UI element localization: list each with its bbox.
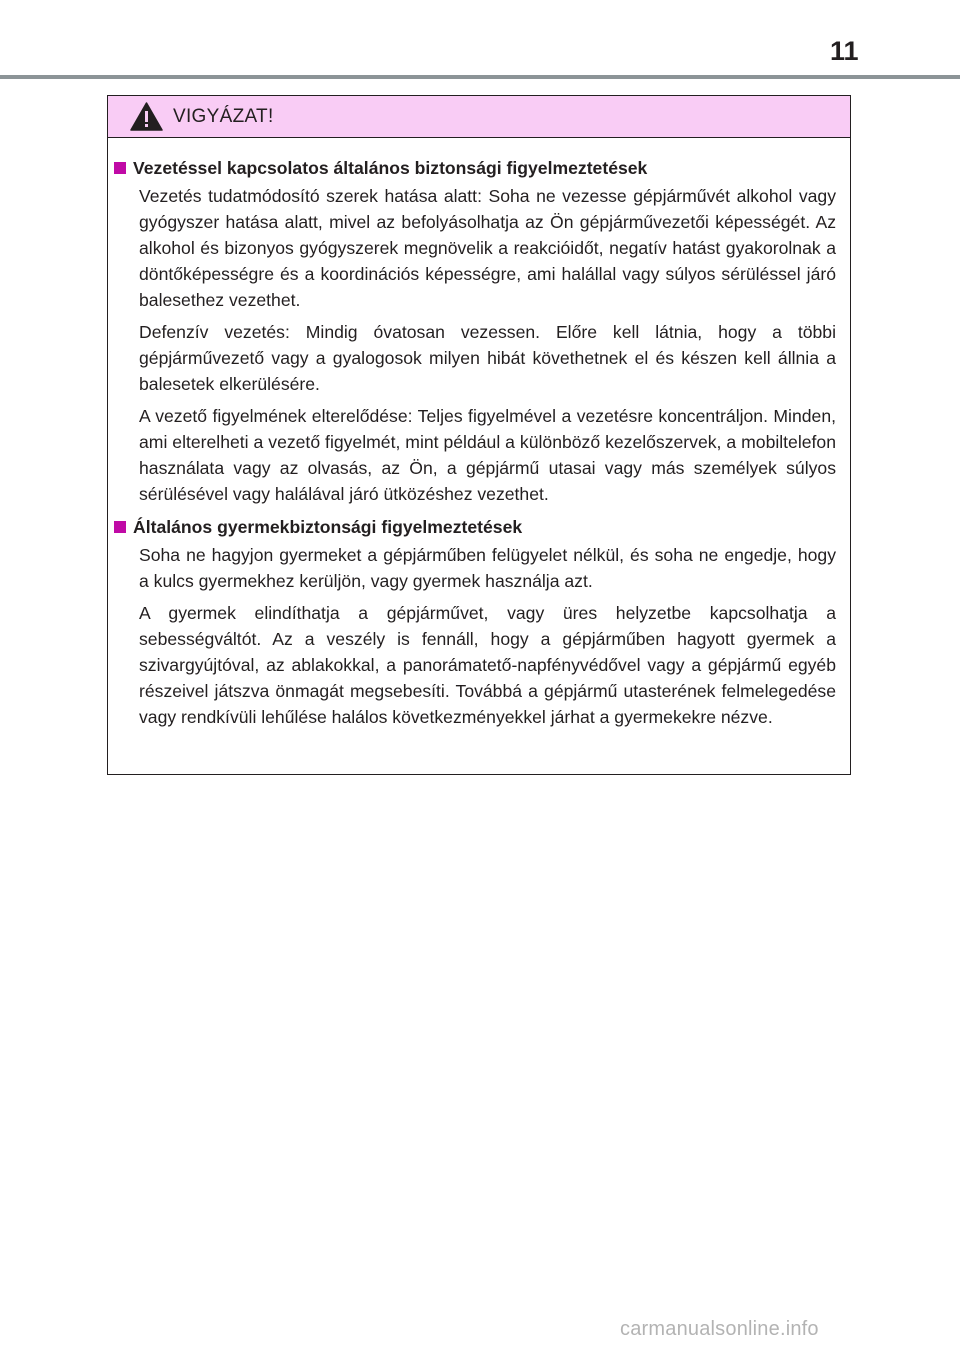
paragraph: A vezető figyelmének elterelődése: Teljes figyelmével a vezetésre koncentráljon. Minden, ami elterelheti a vezető figyelmét, mint például a különböző kezelőszervek, a mobiltelefon használata vagy az olvasás, az Ön, a gépjármű utasai vagy más személyek súlyos sérülésével vagy halálával járó ütközéshez vezethet. (139, 406, 836, 504)
warning-content (108, 138, 850, 730)
warning-header (108, 96, 850, 138)
square-bullet-icon (114, 162, 126, 174)
page-number: 11 (830, 36, 859, 66)
header-rule (0, 75, 960, 79)
paragraph: Soha ne hagyjon gyermeket a gépjárműben felügyelet nélkül, és soha ne engedje, hogy a kulcs gyermekhez kerüljön, vagy gyermek használja azt. (139, 545, 836, 591)
section-heading-text: Vezetéssel kapcsolatos általános biztonsági figyelmeztetések (133, 158, 648, 178)
section-heading (114, 515, 836, 539)
paragraph: Vezetés tudatmódosító szerek hatása alatt: Soha ne vezesse gépjárművét alkohol vagy gyógyszer hatása alatt, mivel az befolyásolhatja az Ön gépjárművezetői képességét. Az alkohol és bizonyos gyógyszerek megnövelik a reakcióidőt, negatív hatást gyakorolnak a döntőképességre és a koordinációs képességre, ami halállal vagy súlyos sérüléssel járó balesethez vezethet. (139, 186, 836, 310)
warning-triangle-icon (130, 102, 163, 131)
section-heading (114, 156, 836, 180)
paragraph: Defenzív vezetés: Mindig óvatosan vezessen. Előre kell látnia, hogy a többi gépjárművezető vagy a gyalogosok milyen hibát követhetnek el és készen kell állnia a balesetek elkerülésére. (139, 322, 836, 394)
paragraph: A gyermek elindíthatja a gépjárművet, vagy üres helyzetbe kapcsolhatja a sebességváltót. Az a veszély is fennáll, hogy a gépjárműben hagyott gyermek a szivargyújtóval, az ablakokkal, a panorámatető-napfényvédővel vagy a gépjármű egyéb részeivel játszva önmagát megsebesíti. Továbbá a gépjármű utasterének felmelegedése vagy rendkívüli lehűlése halálos következményekkel járhat a gyermekekre nézve. (139, 603, 836, 727)
warning-title: VIGYÁZAT! (173, 105, 274, 127)
section-driving-safety (114, 156, 836, 507)
square-bullet-icon (114, 521, 126, 533)
warning-box (107, 95, 851, 775)
section-heading-text: Általános gyermekbiztonsági figyelmeztetések (133, 517, 523, 537)
section-child-safety (114, 515, 836, 730)
watermark: carmanualsonline.info (620, 1318, 819, 1340)
